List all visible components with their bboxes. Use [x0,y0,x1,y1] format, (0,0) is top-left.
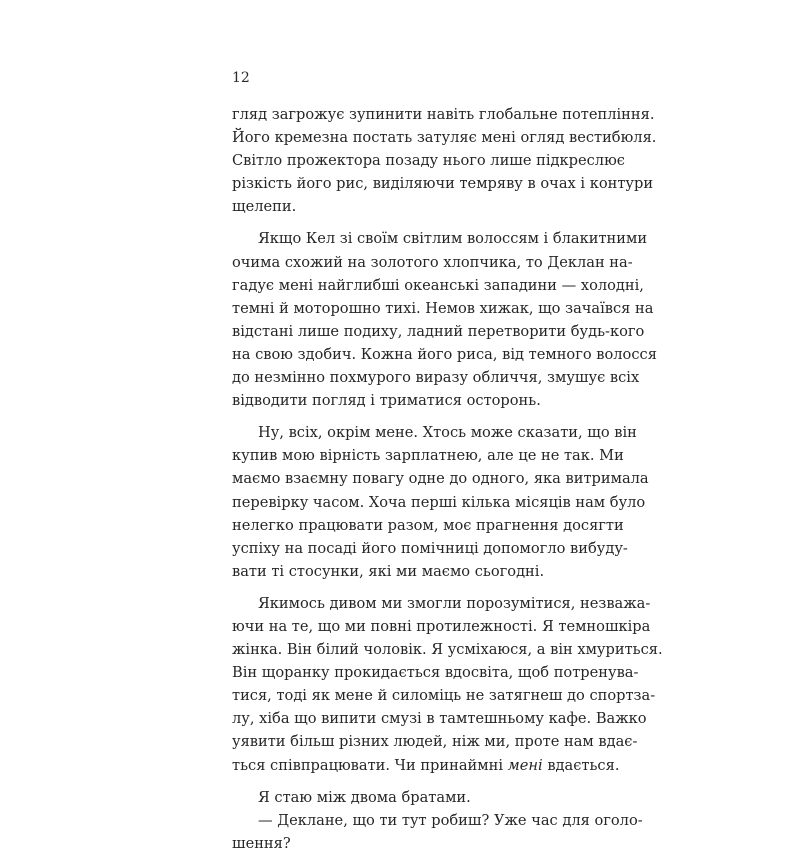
text-line: Його кремезна постать затуляє мені огляд вестибюля. [232,129,657,147]
text-line: шення? [232,834,291,852]
text-line: Ну, всіх, окрім мене. Хтось може сказати, що він [258,424,637,442]
text-line: Він щоранку прокидається вдосвіта, щоб потренува- [232,664,639,682]
text-line: жінка. Він білий чоловік. Я усміхаюся, а він хмуриться. [232,641,663,659]
text-line: тися, тоді як мене й силоміць не затягнеш до спортза- [232,687,656,705]
text-line: темні й моторошно тихі. Немов хижак, що зачаївся на [232,299,654,317]
text-line: на свою здобич. Кожна його риса, від темного волосся [232,345,657,363]
text-line: — Деклане, що ти тут робиш? Уже час для оголо- [258,811,643,829]
text-line: Світло прожектора позаду нього лише підкреслює [232,152,625,170]
paragraph [232,103,657,218]
text-line [232,754,620,777]
text-line: Якимось дивом ми змогли порозумітися, незважа- [258,594,651,612]
body-text [232,103,663,855]
text-line: купив мою вірність зарплатнею, але це не так. Ми [232,447,624,465]
emphasis-text: мені [507,756,543,774]
text-fragment: ться співпрацювати. Чи принаймні [232,756,508,774]
text-line: перевірку часом. Хоча перші кілька місяців нам було [232,493,646,511]
text-line: лу, хіба що випити смузі в тамтешньому кафе. Важко [232,710,647,728]
text-fragment: вдається. [542,756,620,774]
text-line: уявити більш різних людей, ніж ми, проте нам вдає- [232,733,638,751]
text-line: відводити погляд і триматися осторонь. [232,392,541,410]
paragraph [232,809,643,855]
text-line: гляд загрожує зупинити навіть глобальне потепління. [232,106,655,123]
paragraph [232,592,663,777]
text-line: очима схожий на золотого хлопчика, то Деклан на- [232,253,633,271]
text-line: успіху на посаді його помічниці допомогло вибуду- [232,539,628,557]
text-line: відстані лише подиху, ладний перетворити будь-кого [232,322,645,340]
paragraph [232,227,657,412]
paragraph [232,421,649,583]
page-number: 12 [232,70,250,86]
paragraph [232,786,594,809]
text-line: нелегко працювати разом, моє прагнення досягти [232,516,624,534]
text-line: гадує мені найглибші океанські западини — холодні, [232,276,644,294]
text-line: вати ті стосунки, які ми маємо сьогодні. [232,562,545,580]
text-line: Я стаю між двома братами. [258,788,471,806]
text-line: ючи на те, що ми повні протилежності. Я темношкіра [232,617,651,635]
text-line: до незмінно похмурого виразу обличчя, змушує всіх [232,369,640,387]
text-line: Якщо Кел зі своїм світлим волоссям і блакитними [258,230,648,248]
text-line: щелепи. [232,198,297,216]
text-line: різкість його рис, виділяючи темряву в очах і контури [232,175,654,193]
text-line: маємо взаємну повагу одне до одного, яка витримала [232,470,649,488]
